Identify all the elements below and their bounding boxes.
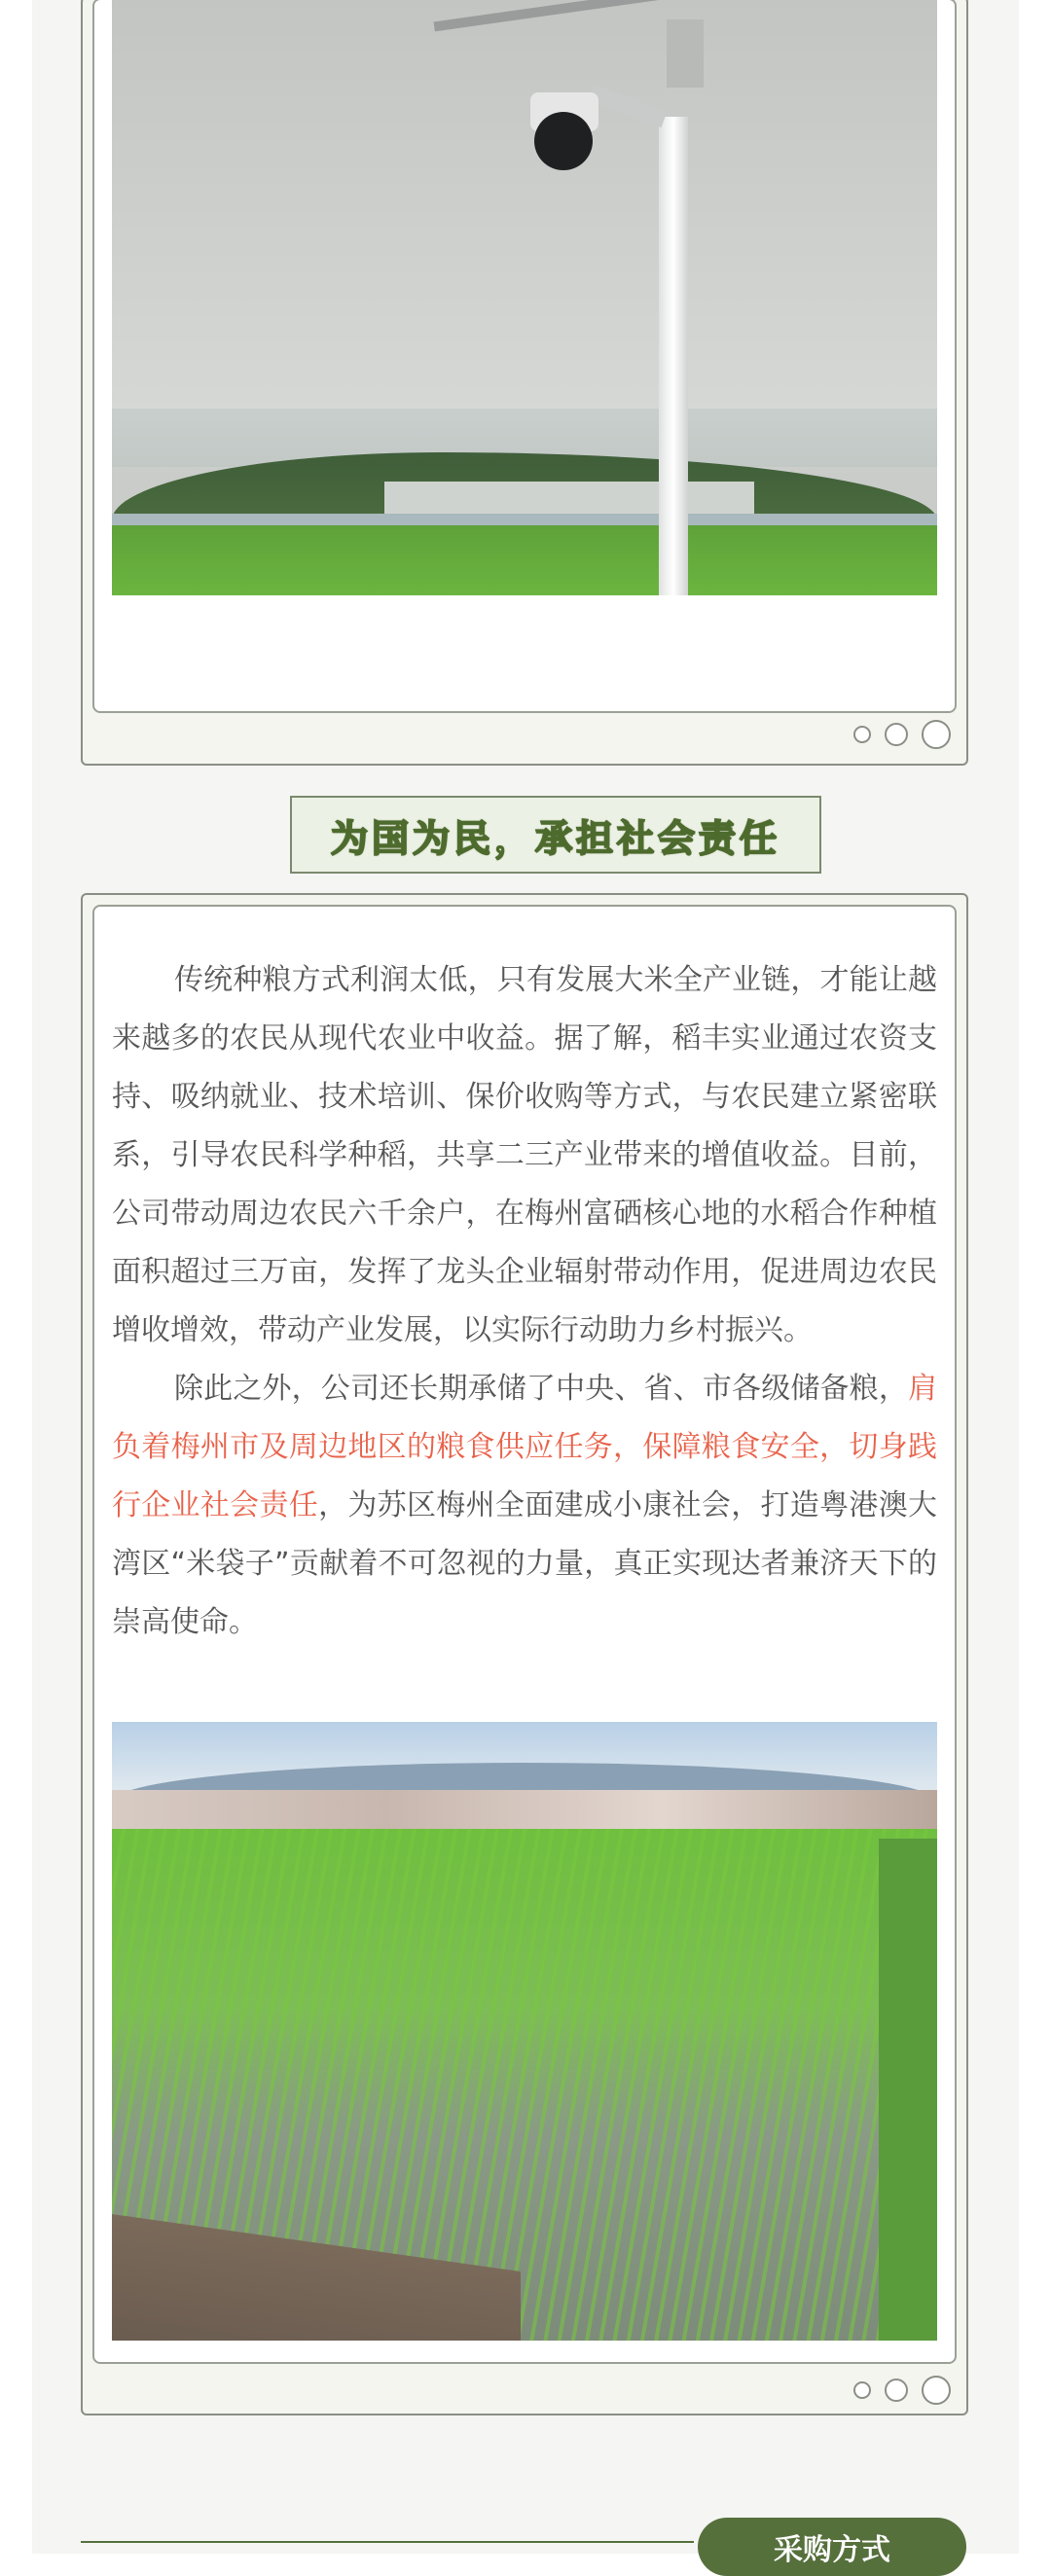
page — [32, 0, 1019, 2567]
circle-dot-icon — [922, 2376, 951, 2405]
photo-card-top — [81, 0, 968, 766]
rice-paddy-photo — [112, 1722, 937, 2341]
surveillance-camera-field-photo — [112, 0, 937, 595]
photo-card-inner — [92, 0, 957, 713]
paragraph-2-text: 除此之外，公司还长期承储了中央、省、市各级储备粮， — [174, 1372, 908, 1406]
article-body — [112, 951, 937, 1652]
circle-dot-icon — [853, 2381, 871, 2399]
circle-dot-icon — [885, 723, 908, 746]
section-title-box — [290, 796, 821, 874]
highlighted-text: 肩负着梅州市及周边地区的粮食供应任务，保障粮食安全，切身践行企业社会责任 — [112, 1372, 937, 1522]
section-divider-line — [81, 2541, 694, 2543]
article-card-inner — [92, 905, 957, 2364]
decorative-dots — [840, 720, 951, 749]
decorative-dots — [840, 2376, 951, 2405]
circle-dot-icon — [922, 720, 951, 749]
article-card — [81, 893, 968, 2415]
circle-dot-icon — [853, 726, 871, 743]
paragraph-2-text-end: ，为苏区梅州全面建成小康社会，打造粤港澳大湾区“米袋子”贡献着不可忽视的力量，真正实现达者兼济天下的崇高使命。 — [112, 1488, 938, 1639]
section-title: 为国为民，承担社会责任 — [330, 816, 780, 860]
next-section-tag: 采购方式 — [698, 2518, 966, 2576]
article-paragraph-2 — [112, 1360, 937, 1652]
circle-dot-icon — [885, 2379, 908, 2402]
article-paragraph-1: 传统种粮方式利润太低，只有发展大米全产业链，才能让越来越多的农民从现代农业中收益。据了解，稻丰实业通过农资支持、吸纳就业、技术培训、保价收购等方式，与农民建立紧密联系，引导农民科学种稻，共享二三产业带来的增值收益。目前，公司带动周边农民六千余户，在梅州富硒核心地的水稻合作种植面积超过三万亩，发挥了龙头企业辐射带动作用，促进周边农民增收增效，带动产业发展，以实际行动助力乡村振兴。 — [112, 963, 937, 1347]
